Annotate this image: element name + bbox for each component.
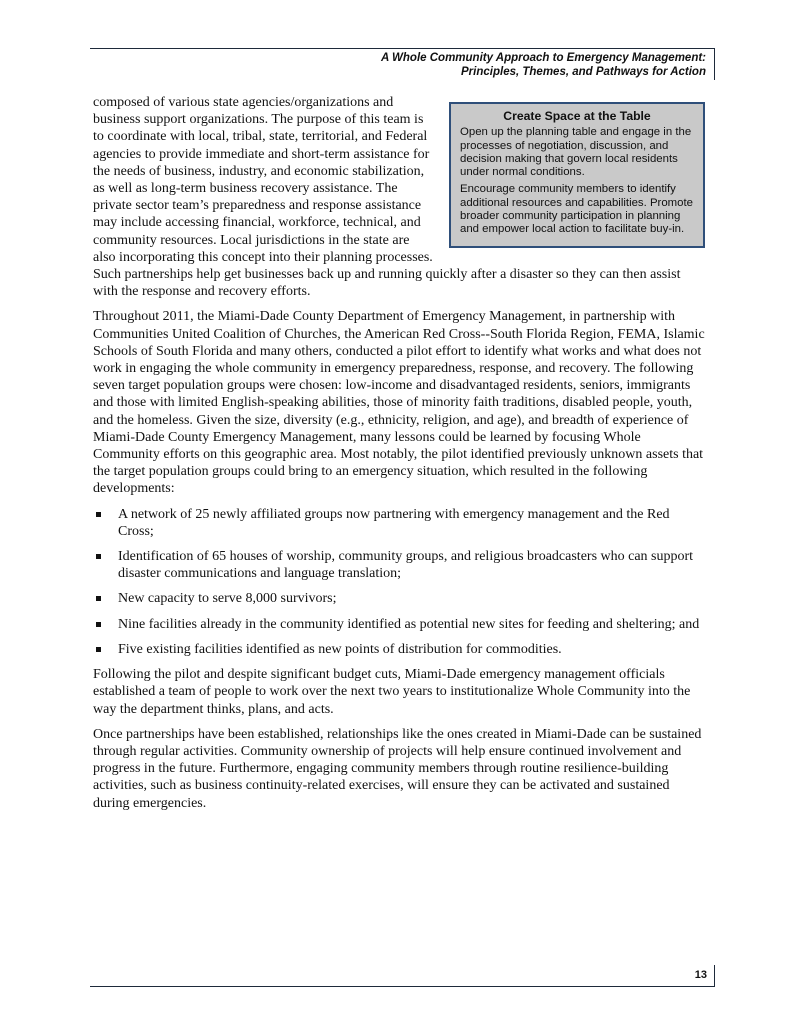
callout-paragraph: Open up the planning table and engage in the processes of negotiation, discussion, and decision making that govern local residents under normal conditions. (460, 126, 692, 179)
callout-paragraph: Encourage community members to identify additional resources and capabilities. Promote broader community participation in planning and empower local action to facilitate buy-in. (460, 183, 694, 236)
page-number: 13 (694, 969, 707, 981)
callout-box (449, 102, 705, 248)
body-paragraph: Throughout 2011, the Miami-Dade County Department of Emergency Management, in partnership with Communities United Coalition of Churches, the American Red Cross--South Florida Region, FEMA, Islamic Schools of South Florida and many others, conducted a pilot effort to identify what works and what does not work in engaging the whole community in emergency preparedness, response, and recovery. The following seven target population groups were chosen: low-income and disadvantaged residents, seniors, immigrants and those with limited English-speaking abilities, those of minority faith traditions, disabled people, youth, and the homeless. Given the size, diversity (e.g., ethnicity, religion, and age), and breadth of experience of Miami-Dade County Emergency Management, many lessons could be learned by focusing Whole Community efforts on this geographic area. Most notably, the pilot identified previously unknown assets that the target population groups could bring to an emergency situation, which resulted in the following developments: (93, 309, 705, 497)
running-header-line1: A Whole Community Approach to Emergency Management: (380, 52, 706, 64)
body-paragraph: Following the pilot and despite significant budget cuts, Miami-Dade emergency management officials established a team of people to work over the next two years to institutionalize Whole Community into the way the department thinks, plans, and acts. (93, 667, 691, 717)
callout-title: Create Space at the Table (503, 109, 651, 123)
footer-rule (90, 986, 715, 987)
developments-list (93, 506, 705, 658)
list-item: Five existing facilities identified as new points of distribution for commodities. (93, 641, 705, 658)
footer-vertical-bar (714, 965, 715, 987)
list-item: Nine facilities already in the community identified as potential new sites for feeding and sheltering; and (93, 616, 705, 633)
main-content (93, 94, 705, 820)
header-vertical-bar (714, 48, 715, 80)
body-paragraph: composed of various state agencies/organizations and business support organizations. The purpose of this team is to coordinate with local, tribal, state, territorial, and Federal agencies to provide immediate and short-term assistance for the needs of business, industry, and economic stabilization, as well as long-term business recovery assistance. The private sector team’s preparedness and response assistance may include accessing financial, workforce, technical, and community resources. Local jurisdictions in the state are also incorporating this concept into their planning processes. Such partnerships help get businesses back up and running quickly after a disaster so they can then assist with the response and recovery efforts. (93, 95, 681, 300)
header-rule (90, 48, 715, 49)
list-item: A network of 25 newly affiliated groups now partnering with emergency management and the Red Cross; (93, 506, 705, 540)
running-header-line2: Principles, Themes, and Pathways for Action (461, 66, 706, 78)
list-item: Identification of 65 houses of worship, community groups, and religious broadcasters who can support disaster communications and language translation; (93, 548, 705, 582)
body-paragraph: Once partnerships have been established, relationships like the ones created in Miami-Dade can be sustained through regular activities. Community ownership of projects will help ensure continued involvement and progress in the future. Furthermore, engaging community members through routine resilience-building activities, such as business continuity-related exercises, will ensure they can be activated and sustained during emergencies. (93, 726, 702, 811)
list-item: New capacity to serve 8,000 survivors; (93, 590, 705, 607)
running-header (206, 51, 706, 79)
